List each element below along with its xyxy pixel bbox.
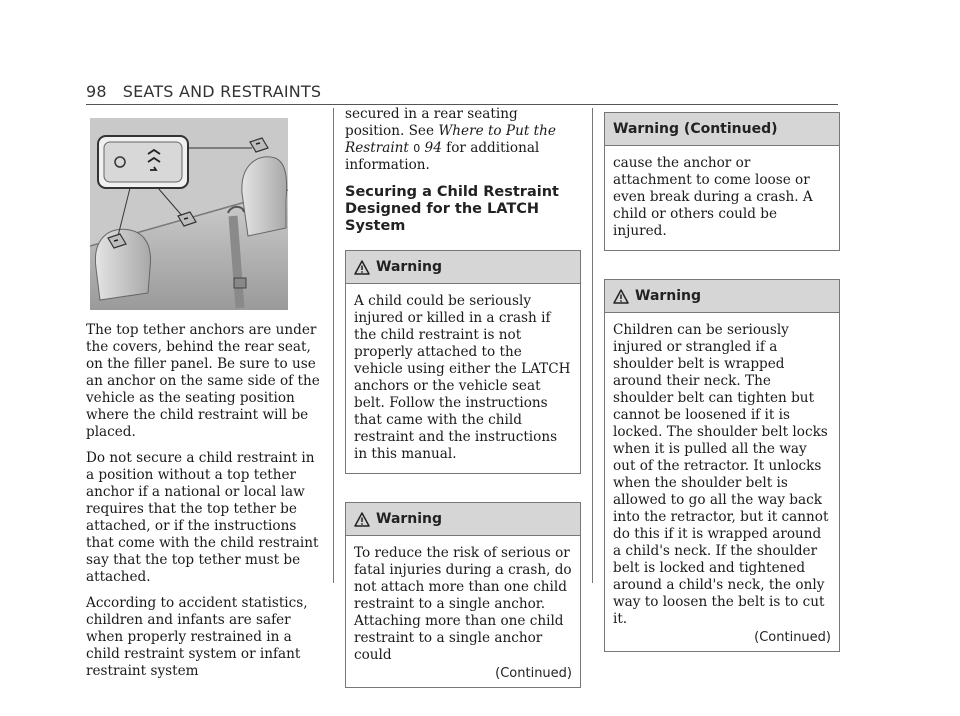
column-right <box>604 106 840 680</box>
page-ref-symbol: 0 <box>413 142 421 155</box>
warning-header <box>346 503 580 536</box>
warning-header <box>605 113 839 146</box>
column-divider <box>592 108 593 583</box>
warning-box <box>604 112 840 251</box>
warning-text: To reduce the risk of serious or fatal injuries during a crash, do not attach more than one child restraint to a single anchor. Attaching more than one child restraint to a single anchor could <box>354 545 572 663</box>
paragraph: The top tether anchors are under the covers, behind the rear seat, on the filler panel. Be sure to use an anchor on the same side of the vehicle as the seating position where the child restraint will be placed. <box>86 322 320 440</box>
section-heading: Securing a Child Restraint Designed for the LATCH System <box>345 184 559 234</box>
column-divider <box>333 108 334 583</box>
section-title: SEATS AND RESTRAINTS <box>122 82 322 101</box>
warning-triangle-icon <box>354 512 370 527</box>
warning-text: A child could be seriously injured or killed in a crash if the child restraint is not properly attached to the vehicle using either the LATCH anchors or the vehicle seat belt. Follow the instructions that came with the child restraint and the instructions in this manual. <box>354 293 571 462</box>
column-middle <box>345 106 581 716</box>
page-number: 98 <box>86 82 107 101</box>
warning-box <box>345 250 581 474</box>
column-left <box>86 106 322 689</box>
paragraph: Do not secure a child restraint in a position without a top tether anchor if a national or local law requires that the top tether be attached, or if the instructions that come with the child restraint say that the top tether must be attached. <box>86 450 319 585</box>
cross-reference-link[interactable]: Where to Put the Restraint <box>345 123 556 156</box>
page-header <box>86 82 838 105</box>
warning-text: Children can be seriously injured or strangled if a shoulder belt is wrapped around their neck. The shoulder belt can tighten but cannot be loosened if it is locked. The shoulder belt locks when it is pulled all the way out of the retractor. It unlocks when the shoulder belt is allowed to go all the way back into the retractor, but it cannot do this if it is wrapped around a child's neck. If the shoulder belt is locked and tightened around a child's neck, the only way to loosen the belt is to cut it. <box>613 322 829 627</box>
warning-text: cause the anchor or attachment to come loose or even break during a crash. A child or others could be injured. <box>613 155 813 239</box>
warning-triangle-icon <box>613 289 629 304</box>
warning-header <box>605 280 839 313</box>
warning-triangle-icon <box>354 260 370 275</box>
continued-label: (Continued) <box>495 666 572 681</box>
warning-header <box>346 251 580 284</box>
warning-title: Warning <box>376 259 443 275</box>
tether-anchor-illustration <box>90 118 288 310</box>
paragraph: According to accident statistics, children and infants are safer when properly restrained in a child restraint system or infant restraint system <box>86 595 308 679</box>
warning-box <box>345 502 581 688</box>
cross-reference-page[interactable]: 94 <box>424 140 442 156</box>
warning-title: Warning <box>635 288 702 304</box>
paragraph: secured in a rear seating position. See Where to Put the Restraint 0 94 for additional information. <box>345 106 556 173</box>
warning-title: Warning <box>376 511 443 527</box>
warning-box <box>604 279 840 652</box>
continued-label: (Continued) <box>754 630 831 645</box>
warning-title: Warning (Continued) <box>613 121 778 137</box>
